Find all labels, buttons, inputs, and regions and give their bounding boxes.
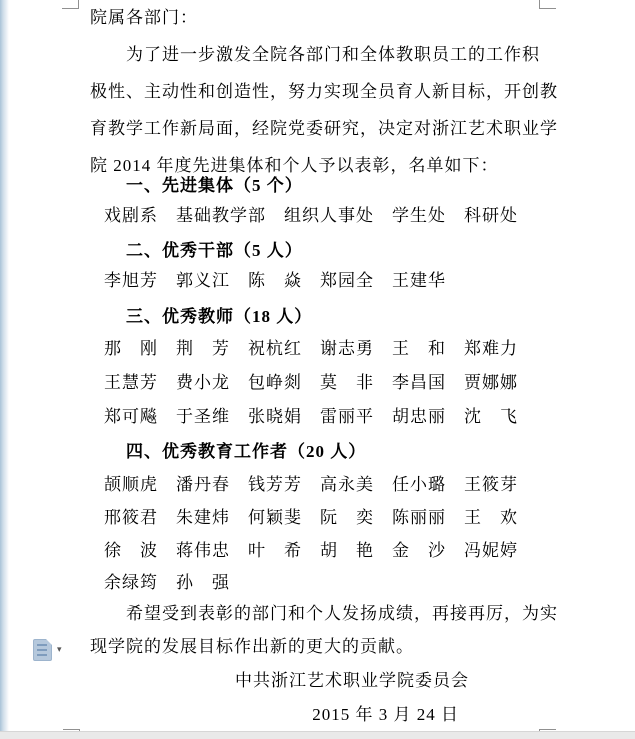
paste-icon-folded-corner	[46, 639, 52, 645]
page-left-edge	[0, 0, 9, 739]
signature-line: 中共浙江艺术职业学院委员会	[235, 671, 469, 690]
date-line: 2015 年 3 月 24 日	[312, 705, 459, 724]
paste-icon-text-lines	[37, 644, 47, 656]
intro-line: 极性、主动性和创造性，努力实现全员育人新目标，开创教	[90, 82, 558, 101]
section-heading-advanced-collectives: 一、先进集体（5 个）	[126, 176, 303, 195]
name-row: 余绿筠 孙 强	[104, 573, 230, 592]
chevron-down-icon: ▾	[57, 644, 62, 655]
paste-options-button[interactable]	[33, 637, 71, 662]
name-row: 颉顺虎 潘丹春 钱芳芳 高永美 任小璐 王筱芽	[104, 475, 518, 494]
intro-line: 院 2014 年度先进集体和个人予以表彰，名单如下：	[90, 156, 499, 175]
intro-line: 为了进一步激发全院各部门和全体教职员工的工作积	[126, 45, 540, 64]
intro-line: 育教学工作新局面，经院党委研究，决定对浙江艺术职业学	[90, 119, 558, 138]
closing-line: 希望受到表彰的部门和个人发扬成绩，再接再厉，为实	[126, 604, 558, 623]
section-heading-outstanding-cadres: 二、优秀干部（5 人）	[126, 241, 303, 260]
name-row: 那 刚 荆 芳 祝杭红 谢志勇 王 和 郑难力	[104, 339, 518, 358]
window-bottom-edge	[0, 731, 635, 739]
section-heading-outstanding-teachers: 三、优秀教师（18 人）	[126, 307, 313, 326]
crop-mark-top-left-icon	[62, 0, 79, 9]
name-row: 李旭芳 郭义江 陈 焱 郑园全 王建华	[104, 271, 446, 290]
name-row: 徐 波 蒋伟忠 叶 希 胡 艳 金 沙 冯妮婷	[104, 541, 518, 560]
section-heading-outstanding-educators: 四、优秀教育工作者（20 人）	[126, 442, 367, 461]
paste-options-icon	[33, 639, 52, 661]
name-row: 邢筱君 朱建炜 何颖斐 阮 奕 陈丽丽 王 欢	[104, 508, 518, 527]
closing-line: 现学院的发展目标作出新的更大的贡献。	[90, 637, 414, 656]
name-row: 戏剧系 基础教学部 组织人事处 学生处 科研处	[104, 206, 518, 225]
name-row: 郑可飚 于圣维 张晓娟 雷丽平 胡忠丽 沈 飞	[104, 407, 518, 426]
name-row: 王慧芳 费小龙 包峥剡 莫 非 李昌国 贾娜娜	[104, 373, 518, 392]
salutation-line: 院属各部门：	[90, 8, 198, 27]
